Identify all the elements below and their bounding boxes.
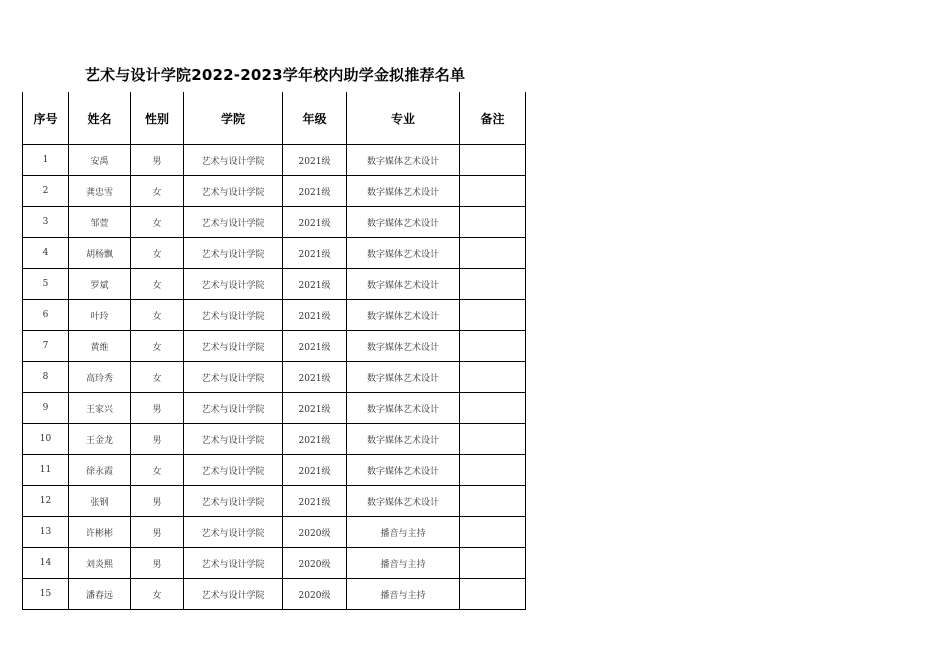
cell-major: 数字媒体艺术设计 [347, 145, 460, 176]
cell-college: 艺术与设计学院 [184, 362, 283, 393]
cell-college: 艺术与设计学院 [184, 269, 283, 300]
cell-grade: 2021级 [283, 424, 347, 455]
cell-grade: 2021级 [283, 300, 347, 331]
table-row [23, 145, 526, 176]
cell-grade: 2021级 [283, 362, 347, 393]
cell-grade: 2020级 [283, 579, 347, 610]
cell-college: 艺术与设计学院 [184, 548, 283, 579]
cell-major: 数字媒体艺术设计 [347, 207, 460, 238]
cell-grade: 2021级 [283, 455, 347, 486]
cell-remarks [460, 486, 526, 517]
cell-college: 艺术与设计学院 [184, 300, 283, 331]
table-row [23, 207, 526, 238]
cell-gender: 女 [131, 362, 184, 393]
cell-name: 张钢 [69, 486, 131, 517]
cell-college: 艺术与设计学院 [184, 207, 283, 238]
table-row [23, 238, 526, 269]
table-row [23, 331, 526, 362]
table-row [23, 548, 526, 579]
cell-index: 2 [23, 176, 69, 207]
cell-gender: 女 [131, 579, 184, 610]
cell-name: 安禹 [69, 145, 131, 176]
cell-remarks [460, 207, 526, 238]
cell-gender: 女 [131, 455, 184, 486]
cell-major: 数字媒体艺术设计 [347, 331, 460, 362]
cell-grade: 2020级 [283, 517, 347, 548]
cell-index: 6 [23, 300, 69, 331]
cell-index: 7 [23, 331, 69, 362]
cell-gender: 男 [131, 145, 184, 176]
cell-major: 数字媒体艺术设计 [347, 486, 460, 517]
cell-name: 王家兴 [69, 393, 131, 424]
cell-gender: 女 [131, 331, 184, 362]
cell-name: 高玲秀 [69, 362, 131, 393]
cell-name: 邹萱 [69, 207, 131, 238]
cell-name: 叶玲 [69, 300, 131, 331]
cell-college: 艺术与设计学院 [184, 579, 283, 610]
table-row [23, 393, 526, 424]
cell-gender: 男 [131, 517, 184, 548]
cell-major: 数字媒体艺术设计 [347, 300, 460, 331]
header-gender: 性别 [131, 92, 184, 145]
cell-gender: 女 [131, 300, 184, 331]
cell-grade: 2021级 [283, 331, 347, 362]
cell-college: 艺术与设计学院 [184, 145, 283, 176]
recommendation-table [22, 92, 526, 610]
cell-major: 播音与主持 [347, 548, 460, 579]
header-grade: 年级 [283, 92, 347, 145]
header-index: 序号 [23, 92, 69, 145]
cell-index: 5 [23, 269, 69, 300]
cell-remarks [460, 579, 526, 610]
cell-name: 胡杨飘 [69, 238, 131, 269]
cell-index: 1 [23, 145, 69, 176]
cell-gender: 女 [131, 207, 184, 238]
cell-name: 龚忠雪 [69, 176, 131, 207]
cell-index: 13 [23, 517, 69, 548]
cell-major: 数字媒体艺术设计 [347, 269, 460, 300]
table-row [23, 424, 526, 455]
cell-major: 播音与主持 [347, 517, 460, 548]
table-body [23, 145, 526, 610]
cell-gender: 男 [131, 486, 184, 517]
cell-major: 数字媒体艺术设计 [347, 176, 460, 207]
table-row [23, 517, 526, 548]
header-major: 专业 [347, 92, 460, 145]
table-row [23, 300, 526, 331]
cell-name: 黄维 [69, 331, 131, 362]
table-row [23, 269, 526, 300]
cell-index: 10 [23, 424, 69, 455]
cell-gender: 女 [131, 238, 184, 269]
header-college: 学院 [184, 92, 283, 145]
cell-index: 4 [23, 238, 69, 269]
cell-remarks [460, 331, 526, 362]
cell-remarks [460, 145, 526, 176]
cell-grade: 2021级 [283, 176, 347, 207]
cell-remarks [460, 362, 526, 393]
cell-remarks [460, 424, 526, 455]
cell-gender: 男 [131, 393, 184, 424]
cell-index: 9 [23, 393, 69, 424]
cell-grade: 2021级 [283, 486, 347, 517]
cell-grade: 2021级 [283, 269, 347, 300]
cell-remarks [460, 176, 526, 207]
cell-college: 艺术与设计学院 [184, 486, 283, 517]
table-row [23, 486, 526, 517]
cell-index: 14 [23, 548, 69, 579]
header-remarks: 备注 [460, 92, 526, 145]
cell-index: 3 [23, 207, 69, 238]
cell-grade: 2021级 [283, 238, 347, 269]
cell-major: 播音与主持 [347, 579, 460, 610]
cell-college: 艺术与设计学院 [184, 238, 283, 269]
cell-index: 11 [23, 455, 69, 486]
cell-name: 徐永霞 [69, 455, 131, 486]
cell-grade: 2020级 [283, 548, 347, 579]
cell-college: 艺术与设计学院 [184, 393, 283, 424]
cell-major: 数字媒体艺术设计 [347, 455, 460, 486]
cell-grade: 2021级 [283, 207, 347, 238]
cell-remarks [460, 393, 526, 424]
cell-major: 数字媒体艺术设计 [347, 424, 460, 455]
cell-major: 数字媒体艺术设计 [347, 393, 460, 424]
cell-name: 罗斌 [69, 269, 131, 300]
cell-grade: 2021级 [283, 145, 347, 176]
table-row [23, 362, 526, 393]
table-row [23, 455, 526, 486]
cell-gender: 男 [131, 548, 184, 579]
cell-college: 艺术与设计学院 [184, 424, 283, 455]
cell-remarks [460, 517, 526, 548]
cell-name: 许彬彬 [69, 517, 131, 548]
cell-name: 潘春远 [69, 579, 131, 610]
cell-remarks [460, 300, 526, 331]
cell-grade: 2021级 [283, 393, 347, 424]
cell-index: 12 [23, 486, 69, 517]
table-row [23, 579, 526, 610]
cell-name: 王金龙 [69, 424, 131, 455]
cell-name: 刘炎熙 [69, 548, 131, 579]
cell-major: 数字媒体艺术设计 [347, 238, 460, 269]
table-row [23, 176, 526, 207]
cell-remarks [460, 238, 526, 269]
cell-index: 8 [23, 362, 69, 393]
cell-college: 艺术与设计学院 [184, 517, 283, 548]
page-title: 艺术与设计学院2022-2023学年校内助学金拟推荐名单 [84, 66, 466, 84]
cell-remarks [460, 548, 526, 579]
cell-college: 艺术与设计学院 [184, 455, 283, 486]
cell-remarks [460, 269, 526, 300]
cell-college: 艺术与设计学院 [184, 331, 283, 362]
cell-index: 15 [23, 579, 69, 610]
cell-remarks [460, 455, 526, 486]
cell-gender: 女 [131, 269, 184, 300]
cell-gender: 男 [131, 424, 184, 455]
header-name: 姓名 [69, 92, 131, 145]
cell-major: 数字媒体艺术设计 [347, 362, 460, 393]
cell-college: 艺术与设计学院 [184, 176, 283, 207]
cell-gender: 女 [131, 176, 184, 207]
table-header-row [23, 92, 526, 145]
